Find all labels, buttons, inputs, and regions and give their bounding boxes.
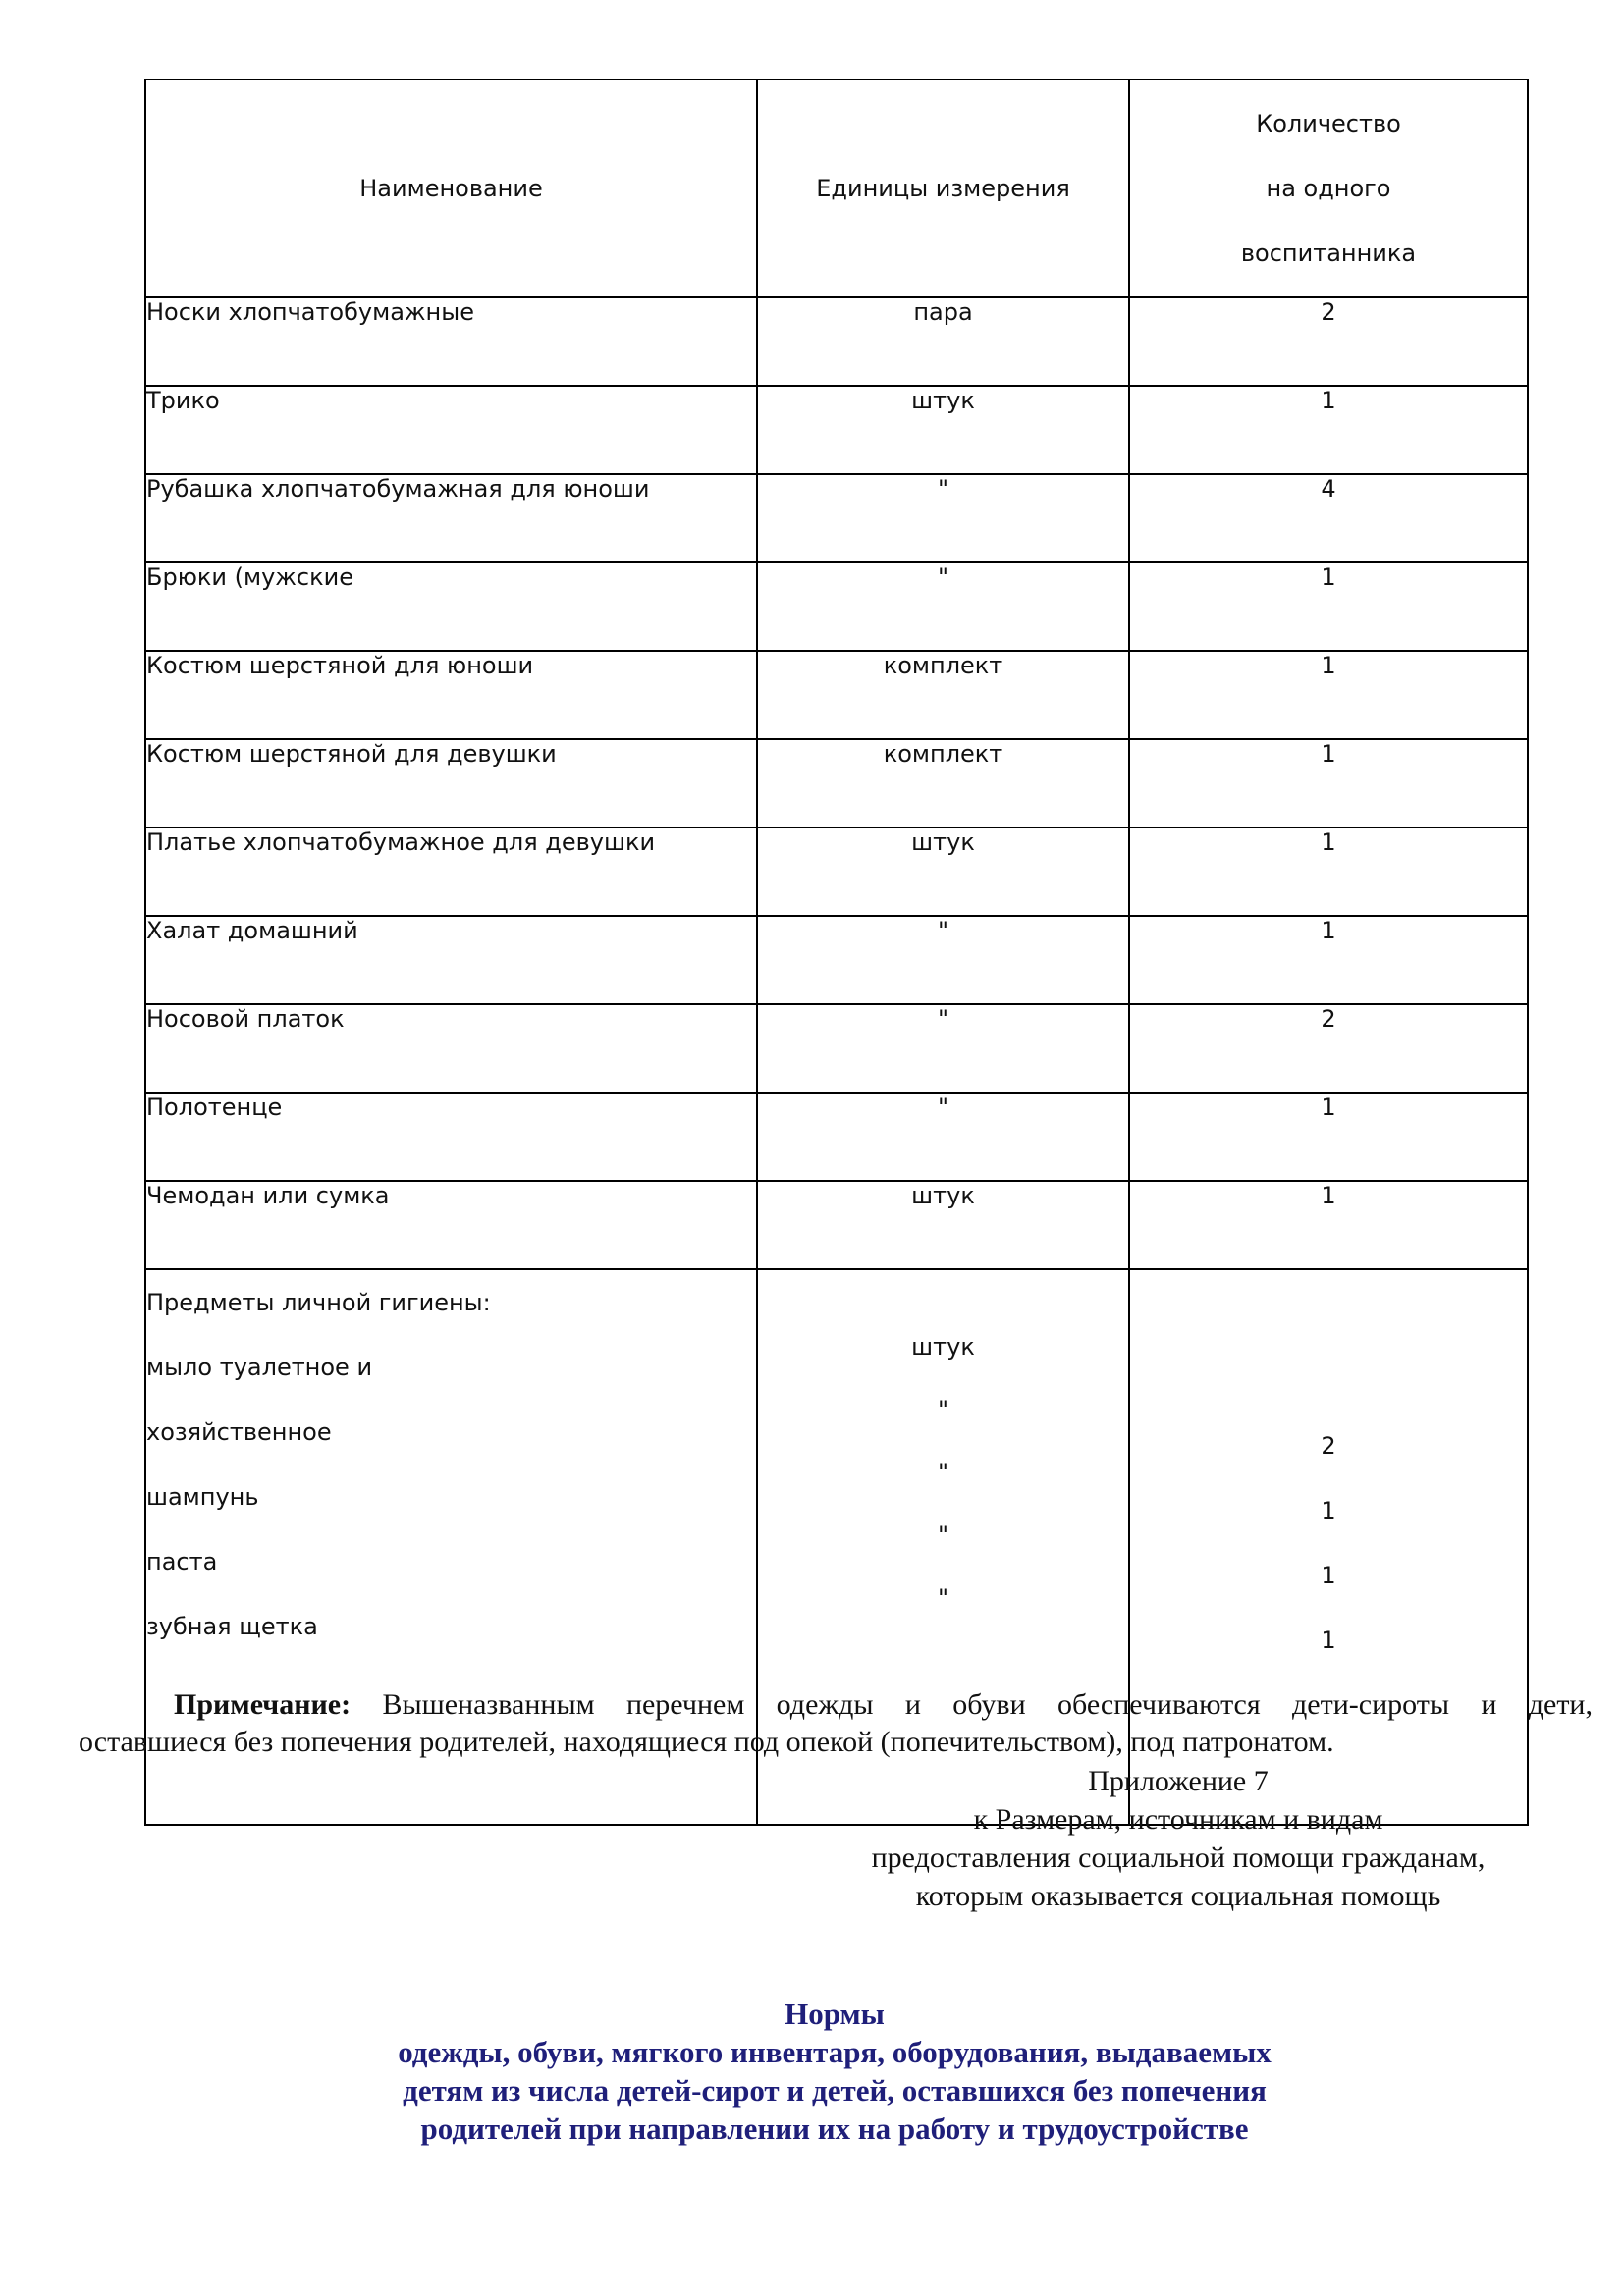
title-line-1: Нормы bbox=[785, 1997, 885, 2031]
item-quantity: 1 bbox=[1129, 1093, 1528, 1181]
hygiene-qty-1: 1 bbox=[1321, 1497, 1336, 1524]
item-unit: комплект bbox=[757, 739, 1129, 828]
note-line-2: оставшиеся без попечения родителей, находящиеся под опекой (попечительством), под патронатом. bbox=[79, 1726, 1334, 1758]
note-line-1 bbox=[79, 1686, 1593, 1724]
item-name: Носовой платок bbox=[145, 1004, 757, 1093]
hygiene-name-0: Предметы личной гигиены: bbox=[146, 1289, 491, 1316]
hygiene-name-3: шампунь bbox=[146, 1483, 259, 1511]
item-name: Трико bbox=[145, 386, 757, 474]
title-line-4: родителей при направлении их на работу и трудоустройстве bbox=[420, 2111, 1249, 2146]
hygiene-unit-4: " bbox=[937, 1584, 949, 1612]
item-quantity: 1 bbox=[1129, 651, 1528, 739]
table-row bbox=[145, 1004, 1528, 1093]
item-unit: " bbox=[757, 916, 1129, 1004]
item-unit: пара bbox=[757, 297, 1129, 386]
item-name: Чемодан или сумка bbox=[145, 1181, 757, 1269]
item-name: Платье хлопчатобумажное для девушки bbox=[145, 828, 757, 916]
item-name: Халат домашний bbox=[145, 916, 757, 1004]
table-row bbox=[145, 1181, 1528, 1269]
item-quantity: 2 bbox=[1129, 297, 1528, 386]
item-quantity: 2 bbox=[1129, 1004, 1528, 1093]
item-quantity: 1 bbox=[1129, 1181, 1528, 1269]
item-unit: штук bbox=[757, 386, 1129, 474]
hygiene-unit-1: " bbox=[937, 1396, 949, 1423]
hygiene-name-1: мыло туалетное и bbox=[146, 1354, 373, 1381]
item-name: Полотенце bbox=[145, 1093, 757, 1181]
item-unit: " bbox=[757, 1004, 1129, 1093]
title-line-2: одежды, обуви, мягкого инвентаря, оборудования, выдаваемых bbox=[398, 2035, 1272, 2069]
table-row bbox=[145, 651, 1528, 739]
item-unit: " bbox=[757, 474, 1129, 562]
item-quantity: 1 bbox=[1129, 562, 1528, 651]
table-row bbox=[145, 1093, 1528, 1181]
table-row bbox=[145, 828, 1528, 916]
table-header-row bbox=[145, 80, 1528, 297]
hygiene-qty-0: 2 bbox=[1321, 1432, 1336, 1460]
table-body bbox=[145, 297, 1528, 1825]
table-row bbox=[145, 297, 1528, 386]
item-quantity: 1 bbox=[1129, 828, 1528, 916]
appendix-line-1: Приложение 7 bbox=[1088, 1765, 1269, 1797]
table-row bbox=[145, 916, 1528, 1004]
header-unit: Единицы измерения bbox=[757, 80, 1129, 297]
item-unit: штук bbox=[757, 828, 1129, 916]
table-row bbox=[145, 474, 1528, 562]
header-quantity-line-3: воспитанника bbox=[1240, 240, 1417, 267]
item-name: Костюм шерстяной для девушки bbox=[145, 739, 757, 828]
hygiene-qty-2: 1 bbox=[1321, 1562, 1336, 1589]
appendix-line-4: которым оказывается социальная помощь bbox=[915, 1880, 1441, 1912]
title-line-3: детям из числа детей-сирот и детей, оставшихся без попечения bbox=[403, 2073, 1267, 2108]
header-quantity bbox=[1129, 80, 1528, 297]
table-row bbox=[145, 386, 1528, 474]
appendix-line-3: предоставления социальной помощи гражданам, bbox=[871, 1842, 1486, 1874]
header-quantity-line-1: Количество bbox=[1256, 110, 1401, 137]
item-unit: " bbox=[757, 1093, 1129, 1181]
item-unit: комплект bbox=[757, 651, 1129, 739]
hygiene-name-5: зубная щетка bbox=[146, 1613, 318, 1640]
item-name: Брюки (мужские bbox=[145, 562, 757, 651]
table-row bbox=[145, 739, 1528, 828]
hygiene-qty-3: 1 bbox=[1321, 1627, 1336, 1654]
item-quantity: 4 bbox=[1129, 474, 1528, 562]
note-label: Примечание: bbox=[174, 1688, 352, 1721]
item-unit: " bbox=[757, 562, 1129, 651]
item-quantity: 1 bbox=[1129, 386, 1528, 474]
norms-table bbox=[144, 79, 1529, 1826]
hygiene-unit-0: штук bbox=[911, 1333, 975, 1361]
header-name: Наименование bbox=[145, 80, 757, 297]
appendix-reference bbox=[785, 1762, 1571, 1915]
item-quantity: 1 bbox=[1129, 739, 1528, 828]
document-title bbox=[245, 1995, 1424, 2148]
item-quantity: 1 bbox=[1129, 916, 1528, 1004]
item-unit: штук bbox=[757, 1181, 1129, 1269]
hygiene-unit-2: " bbox=[937, 1459, 949, 1486]
note-paragraph bbox=[79, 1686, 1593, 1761]
item-name: Рубашка хлопчатобумажная для юноши bbox=[145, 474, 757, 562]
header-quantity-line-2: на одного bbox=[1266, 175, 1391, 202]
table-row bbox=[145, 562, 1528, 651]
hygiene-unit-3: " bbox=[937, 1522, 949, 1549]
appendix-line-2: к Размерам, источникам и видам bbox=[973, 1803, 1383, 1836]
hygiene-name-4: паста bbox=[146, 1548, 218, 1575]
hygiene-name-2: хозяйственное bbox=[146, 1418, 332, 1446]
note-text: Вышеназванным перечнем одежды и обуви обеспечиваются дети-сироты и дети, bbox=[351, 1688, 1593, 1721]
item-name: Костюм шерстяной для юноши bbox=[145, 651, 757, 739]
item-name: Носки хлопчатобумажные bbox=[145, 297, 757, 386]
